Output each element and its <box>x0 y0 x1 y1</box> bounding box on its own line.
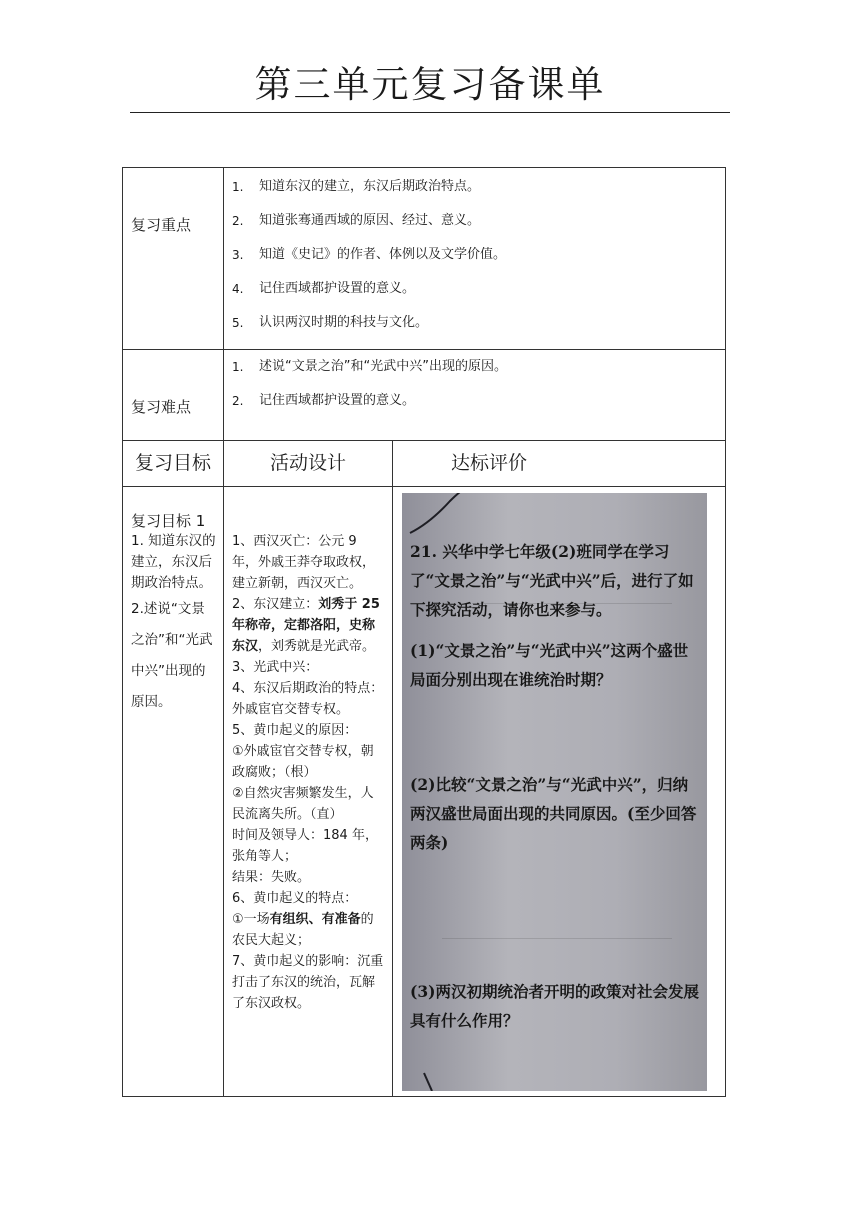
goal-line-2: 2.述说“文景之治”和“光武中兴”出现的原因。 <box>131 601 213 710</box>
activity-header-cell <box>224 441 393 487</box>
activity-line: 3、光武中兴： <box>232 660 319 675</box>
activity-line: 5、黄巾起义的原因： <box>232 723 358 738</box>
evaluation-header-cell <box>393 441 726 487</box>
activity-cell <box>224 487 393 1097</box>
item-number: 2. <box>232 214 244 228</box>
goal-line-1: 1. 知道东汉的建立，东汉后期政治特点。 <box>131 533 216 591</box>
item-text: 认识两汉时期的科技与文化。 <box>259 315 429 330</box>
item-number: 1. <box>232 180 244 194</box>
activity-text: 的农民大起义； <box>232 912 374 948</box>
faded-print <box>442 938 672 951</box>
item-number: 2. <box>232 394 244 408</box>
list-item <box>232 179 717 195</box>
item-text: 知道东汉的建立，东汉后期政治特点。 <box>259 179 481 194</box>
item-text: 记住西域都护设置的意义。 <box>259 393 416 408</box>
list-item <box>232 359 717 375</box>
list-item <box>232 213 717 229</box>
activity-line: 7、黄巾起义的影响：沉重打击了东汉的统治，瓦解了东汉政权。 <box>232 954 384 1011</box>
activity-line <box>232 909 384 951</box>
activity-bold-text: 刘秀于 25 年称帝，定都洛阳，史称东汉 <box>232 597 380 654</box>
difficult-points-content <box>224 350 726 441</box>
list-item <box>232 315 717 331</box>
activity-header: 活动设计 <box>269 452 346 474</box>
review-table <box>122 167 726 1097</box>
key-points-label-cell <box>123 168 224 350</box>
goal-header: 复习目标 <box>134 452 211 474</box>
difficult-points-list <box>224 350 725 409</box>
evaluation-cell <box>393 487 726 1097</box>
activity-text: ①一场 <box>232 912 270 927</box>
list-item <box>232 393 717 409</box>
content-row <box>123 487 726 1097</box>
activity-line: 1、西汉灭亡：公元 9 年，外戚王莽夺取政权，建立新朝，西汉灭亡。 <box>232 534 376 591</box>
exam-question-21-part-1: (1)“文景之治”与“光武中兴”这两个盛世局面分别出现在谁统治时期？ <box>410 641 689 689</box>
column-header-row <box>123 441 726 487</box>
activity-line: 6、黄巾起义的特点： <box>232 891 358 906</box>
difficult-points-row <box>123 350 726 441</box>
key-points-row <box>123 168 726 350</box>
item-text: 记住西域都护设置的意义。 <box>259 281 416 296</box>
exam-question-21-part-3: (3)两汉初期统治者开明的政策对社会发展具有什么作用？ <box>410 982 699 1030</box>
activity-text: ，刘秀就是光武帝。 <box>258 639 376 654</box>
item-text: 述说“文景之治”和“光武中兴”出现的原因。 <box>259 359 507 374</box>
exam-question-21-part-2: (2)比较“文景之治”与“光武中兴”，归纳两汉盛世局面出现的共同原因。(至少回答两条) <box>410 775 697 852</box>
item-number: 3. <box>232 248 244 262</box>
activity-text: 2、东汉建立： <box>232 597 319 612</box>
activity-bold-text: 有组织、有准备 <box>269 912 361 927</box>
activity-line <box>232 594 384 657</box>
activity-line: 结果：失败。 <box>232 870 311 885</box>
goal-title: 复习目标 1 <box>131 512 206 530</box>
list-item <box>232 281 717 297</box>
activity-line: 时间及领导人：184 年，张角等人； <box>232 828 378 864</box>
activity-line: 4、东汉后期政治的特点：外戚宦官交替专权。 <box>232 681 384 717</box>
evaluation-header: 达标评价 <box>451 452 528 474</box>
item-number: 1. <box>232 360 244 374</box>
key-points-label: 复习重点 <box>131 216 192 234</box>
activity-line: ②自然灾害频繁发生，人民流离失所。（直） <box>232 786 374 822</box>
item-number: 5. <box>232 316 244 330</box>
page-title: 第三单元复习备课单 <box>254 63 606 106</box>
exam-photo <box>402 493 707 1091</box>
list-item <box>232 247 717 263</box>
goal-header-cell <box>123 441 224 487</box>
difficult-points-label: 复习难点 <box>131 398 192 416</box>
item-number: 4. <box>232 282 244 296</box>
exam-question-21: 21. 兴华中学七年级(2)班同学在学习了“文景之治”与“光武中兴”后，进行了如下探究活动，请你也来参与。 <box>410 542 694 619</box>
activity-line: ①外戚宦官交替专权，朝政腐败；（根） <box>232 744 374 780</box>
item-text: 知道张骞通西域的原因、经过、意义。 <box>259 213 481 228</box>
key-points-content <box>224 168 726 350</box>
item-text: 知道《史记》的作者、体例以及文学价值。 <box>259 247 507 262</box>
title-underline <box>130 112 730 113</box>
goal-cell <box>123 487 224 1097</box>
difficult-points-label-cell <box>123 350 224 441</box>
key-points-list <box>224 168 725 331</box>
